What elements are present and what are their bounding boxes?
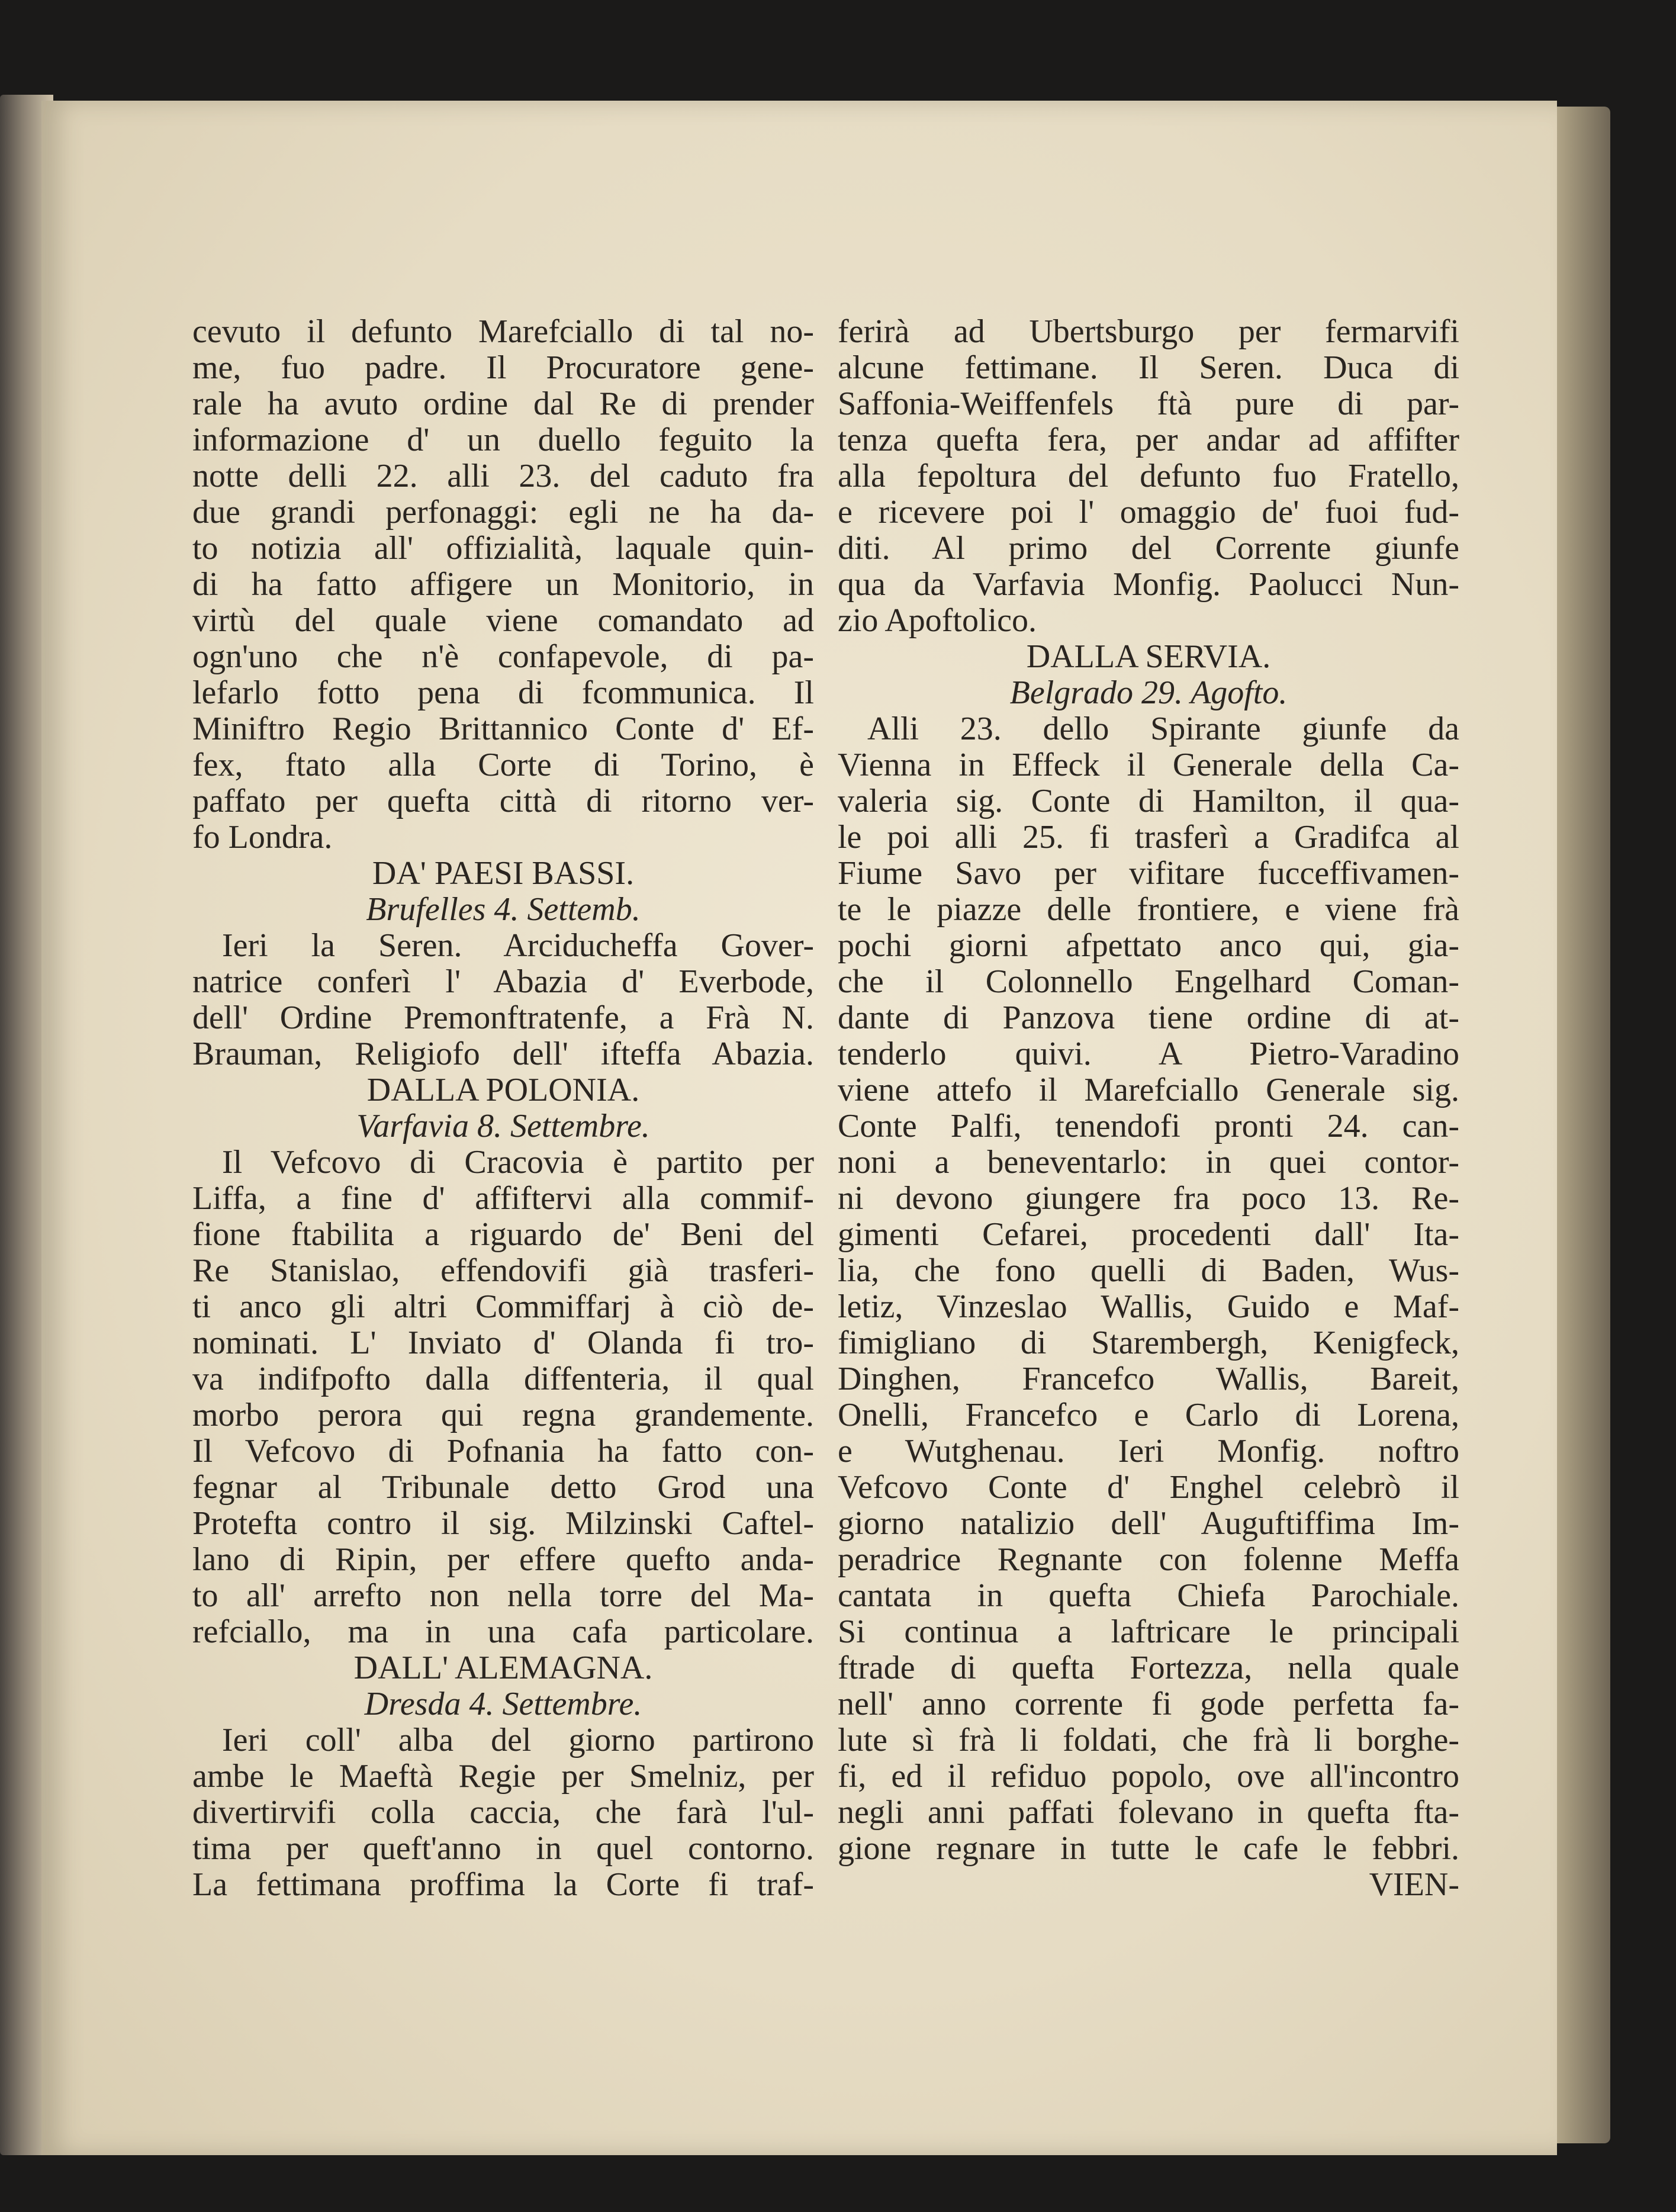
text-line: gione regnare in tutte le cafe le febbri. bbox=[838, 1830, 1459, 1867]
left-text-column bbox=[192, 314, 814, 1903]
text-line: Ieri coll' alba del giorno partirono bbox=[222, 1722, 814, 1758]
text-line: di ha fatto affigere un Monitorio, in bbox=[192, 566, 814, 603]
section-heading: DALLA POLONIA. bbox=[366, 1072, 640, 1108]
text-line: dante di Panzova tiene ordine di at- bbox=[838, 999, 1459, 1036]
text-line: ti anco gli altri Commiffarj à ciò de- bbox=[192, 1288, 814, 1325]
text-line: pochi giorni afpettato anco qui, gia- bbox=[838, 927, 1459, 964]
text-line: Si continua a laftricare le principali bbox=[838, 1613, 1459, 1650]
text-line: to all' arrefto non nella torre del Ma- bbox=[192, 1577, 814, 1614]
text-line: lefarlo fotto pena di fcommunica. Il bbox=[192, 674, 814, 711]
text-line: Alli 23. dello Spirante giunfe da bbox=[867, 710, 1459, 747]
text-line: lute sì frà li foldati, che frà li borghe- bbox=[838, 1722, 1459, 1758]
text-line: Miniftro Regio Brittannico Conte d' Ef- bbox=[192, 710, 814, 747]
text-line: va indifpofto dalla diffenteria, il qual bbox=[192, 1361, 814, 1397]
text-line: Brauman, Religiofo dell' ifteffa Abazia. bbox=[192, 1036, 814, 1072]
text-line: valeria sig. Conte di Hamilton, il qua- bbox=[838, 783, 1459, 819]
text-line: cevuto il defunto Marefciallo di tal no- bbox=[192, 313, 814, 350]
text-line: Dinghen, Francefco Wallis, Bareit, bbox=[838, 1361, 1459, 1397]
section-heading: DA' PAESI BASSI. bbox=[372, 855, 635, 892]
text-line: alcune fettimane. Il Seren. Duca di bbox=[838, 349, 1459, 386]
text-line: le poi alli 25. fi trasferì a Gradifca al bbox=[838, 819, 1459, 856]
dateline: Brufelles 4. Settemb. bbox=[366, 891, 641, 928]
dateline: Dresda 4. Settembre. bbox=[364, 1686, 642, 1722]
right-text-column bbox=[838, 314, 1459, 1903]
text-line: e ricevere poi l' omaggio de' fuoi fud- bbox=[838, 494, 1459, 531]
text-line: Il Vefcovo di Cracovia è partito per bbox=[222, 1144, 814, 1181]
text-line: due grandi perfonaggi: egli ne ha da- bbox=[192, 494, 814, 531]
text-line: lano di Ripin, per effere quefto anda- bbox=[192, 1541, 814, 1578]
text-line: dell' Ordine Premonftratenfe, a Frà N. bbox=[192, 999, 814, 1036]
text-line: viene attefo il Marefciallo Generale sig. bbox=[838, 1072, 1459, 1108]
text-line: Ieri la Seren. Arciducheffa Gover- bbox=[222, 927, 814, 964]
text-line: Re Stanislao, effendovifi già trasferi- bbox=[192, 1252, 814, 1289]
text-line: ambe le Maeftà Regie per Smelniz, per bbox=[192, 1758, 814, 1795]
text-line: Onelli, Francefco e Carlo di Lorena, bbox=[838, 1397, 1459, 1433]
text-line: me, fuo padre. Il Procuratore gene- bbox=[192, 349, 814, 386]
text-line: informazione d' un duello feguito la bbox=[192, 422, 814, 458]
text-line: gimenti Cefarei, procedenti dall' Ita- bbox=[838, 1216, 1459, 1253]
text-line: fimigliano di Starembergh, Kenigfeck, bbox=[838, 1324, 1459, 1361]
section-heading: DALL' ALEMAGNA. bbox=[353, 1650, 653, 1686]
text-line: nominati. L' Inviato d' Olanda fi tro- bbox=[192, 1324, 814, 1361]
text-line: negli anni paffati folevano in quefta fta- bbox=[838, 1794, 1459, 1831]
text-line: ferirà ad Ubertsburgo per fermarvifi bbox=[838, 313, 1459, 350]
text-line: Liffa, a fine d' affiftervi alla commif- bbox=[192, 1180, 814, 1217]
text-line: morbo perora qui regna grandemente. bbox=[192, 1397, 814, 1433]
text-line: fex, ftato alla Corte di Torino, è bbox=[192, 747, 814, 783]
text-line: lia, che fono quelli di Baden, Wus- bbox=[838, 1252, 1459, 1289]
text-line: cantata in quefta Chiefa Parochiale. bbox=[838, 1577, 1459, 1614]
text-line: e Wutghenau. Ieri Monfig. noftro bbox=[838, 1433, 1459, 1470]
text-line: alla fepoltura del defunto fuo Fratello, bbox=[838, 458, 1459, 494]
dateline: Belgrado 29. Agofto. bbox=[1009, 674, 1288, 711]
text-line: nell' anno corrente fi gode perfetta fa- bbox=[838, 1686, 1459, 1722]
text-line: tenza quefta fera, per andar ad affifter bbox=[838, 422, 1459, 458]
text-line: diti. Al primo del Corrente giunfe bbox=[838, 530, 1459, 567]
text-line: qua da Varfavia Monfig. Paolucci Nun- bbox=[838, 566, 1459, 603]
text-line: letiz, Vinzeslao Wallis, Guido e Maf- bbox=[838, 1288, 1459, 1325]
text-line: tima per queft'anno in quel contorno. bbox=[192, 1830, 814, 1867]
section-heading: DALLA SERVIA. bbox=[1026, 638, 1271, 675]
text-line: rale ha avuto ordine dal Re di prender bbox=[192, 385, 814, 422]
text-line: refciallo, ma in una cafa particolare. bbox=[192, 1613, 814, 1650]
text-line: Fiume Savo per vifitare fucceffivamen- bbox=[838, 855, 1459, 892]
text-line: paffato per quefta città di ritorno ver- bbox=[192, 783, 814, 819]
text-line: Vienna in Effeck il Generale della Ca- bbox=[838, 747, 1459, 783]
text-line: natrice conferì l' Abazia d' Everbode, bbox=[192, 963, 814, 1000]
text-line: fegnar al Tribunale detto Grod una bbox=[192, 1469, 814, 1506]
text-line: peradrice Regnante con folenne Meffa bbox=[838, 1541, 1459, 1578]
text-line: VIEN- bbox=[1369, 1866, 1459, 1903]
text-line: fo Londra. bbox=[192, 819, 333, 856]
text-line: giorno natalizio dell' Auguftiffima Im- bbox=[838, 1505, 1459, 1542]
text-line: te le piazze delle frontiere, e viene frà bbox=[838, 891, 1459, 928]
text-line: zio Apoftolico. bbox=[838, 602, 1037, 639]
text-line: La fettimana proffima la Corte fi traf- bbox=[192, 1866, 814, 1903]
text-line: Vefcovo Conte d' Enghel celebrò il bbox=[838, 1469, 1459, 1506]
dateline: Varfavia 8. Settembre. bbox=[356, 1108, 650, 1144]
text-line: notte delli 22. alli 23. del caduto fra bbox=[192, 458, 814, 494]
text-line: Il Vefcovo di Pofnania ha fatto con- bbox=[192, 1433, 814, 1470]
text-line: ftrade di quefta Fortezza, nella quale bbox=[838, 1650, 1459, 1686]
text-line: to notizia all' offizialità, laquale quin- bbox=[192, 530, 814, 567]
text-line: noni a beneventarlo: in quei contor- bbox=[838, 1144, 1459, 1181]
text-line: tenderlo quivi. A Pietro-Varadino bbox=[838, 1036, 1459, 1072]
text-line: divertirvifi colla caccia, che farà l'ul- bbox=[192, 1794, 814, 1831]
text-line: fione ftabilita a riguardo de' Beni del bbox=[192, 1216, 814, 1253]
text-line: virtù del quale viene comandato ad bbox=[192, 602, 814, 639]
text-line: che il Colonnello Engelhard Coman- bbox=[838, 963, 1459, 1000]
text-line: Conte Palfi, tenendofi pronti 24. can- bbox=[838, 1108, 1459, 1144]
text-line: ogn'uno che n'è confapevole, di pa- bbox=[192, 638, 814, 675]
book-page bbox=[41, 101, 1557, 2155]
text-line: fi, ed il refiduo popolo, ove all'incontro bbox=[838, 1758, 1459, 1795]
text-line: Protefta contro il sig. Milzinski Caftel- bbox=[192, 1505, 814, 1542]
text-line: Saffonia-Weiffenfels ftà pure di par- bbox=[838, 385, 1459, 422]
text-line: ni devono giungere fra poco 13. Re- bbox=[838, 1180, 1459, 1217]
